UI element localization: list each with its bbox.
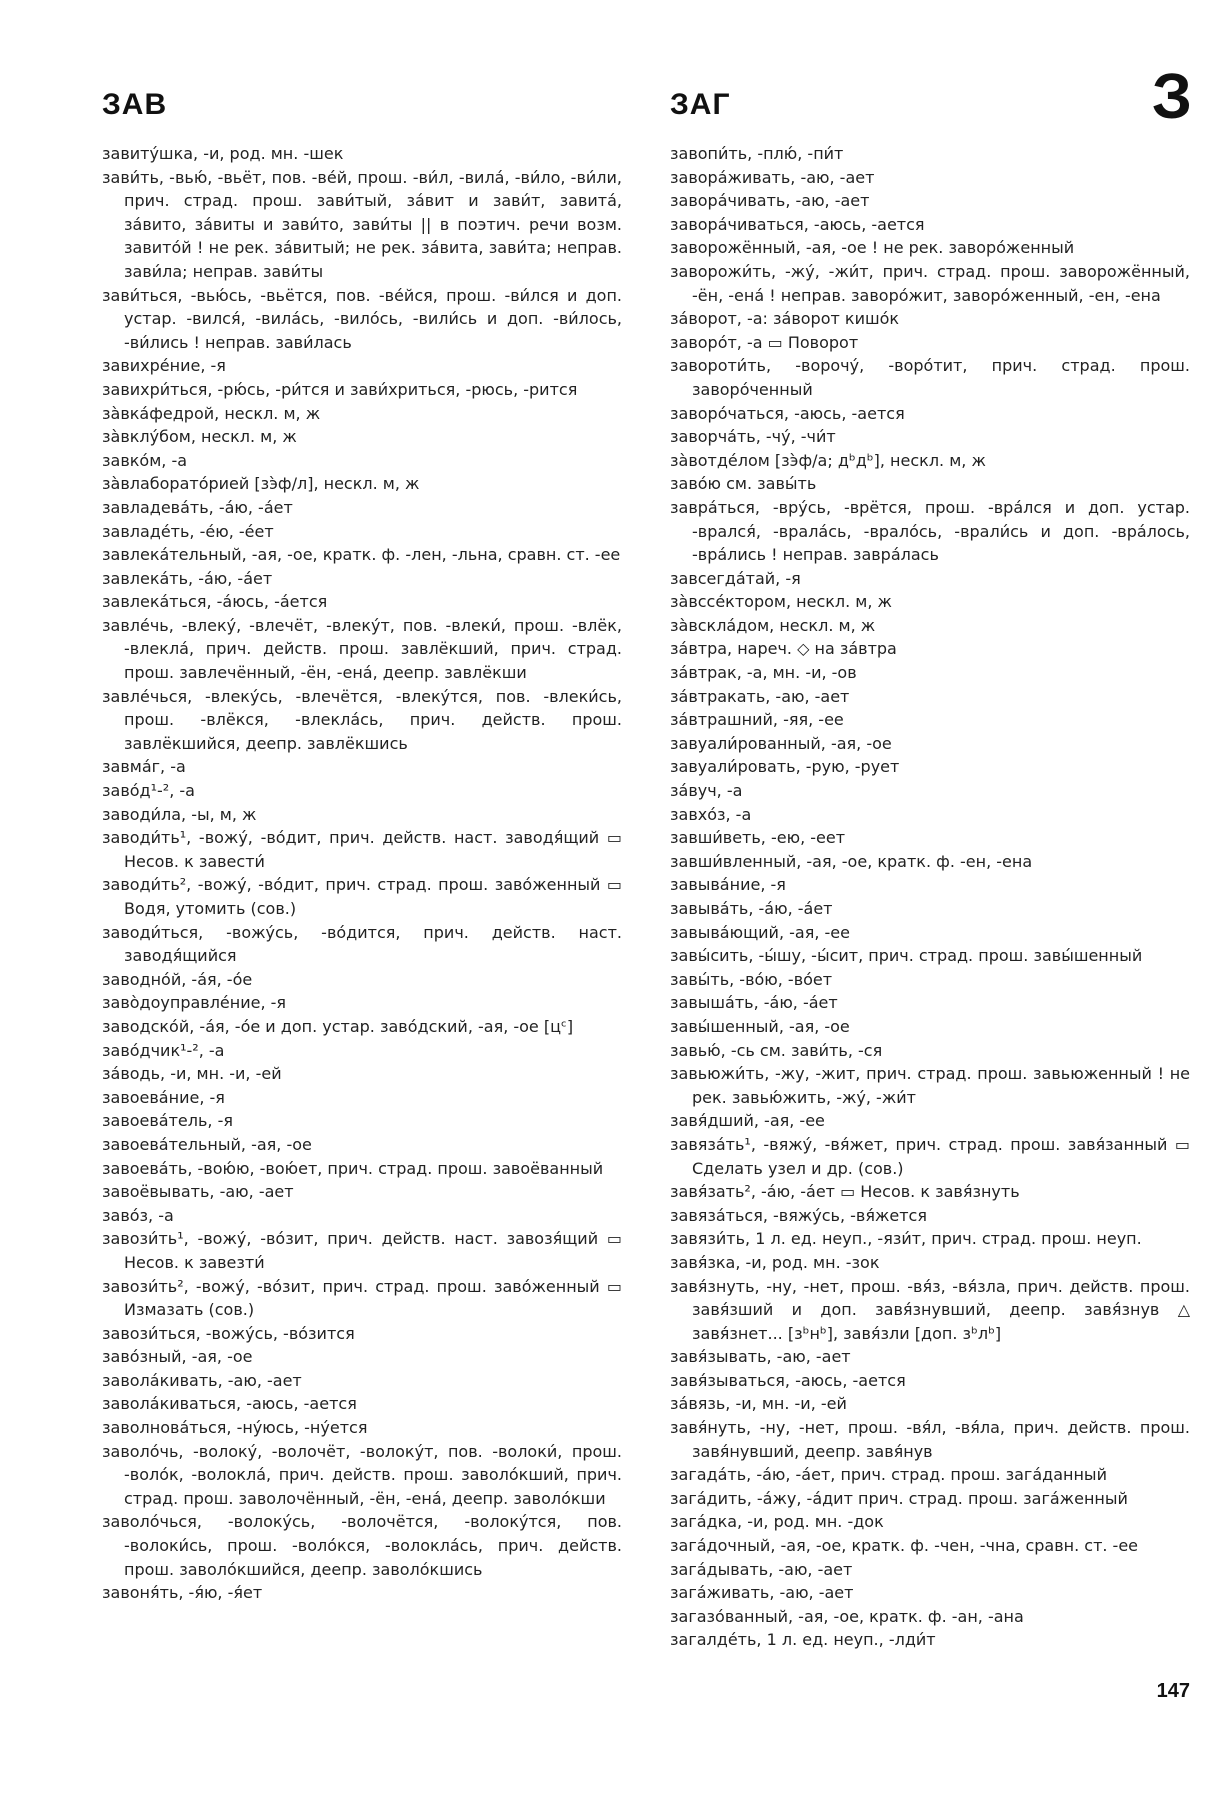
dictionary-entry: загалде́ть, 1 л. ед. неуп., -лди́т: [670, 1630, 936, 1650]
dictionary-entry: завя́зать², -а́ю, -а́ет ▭ Несов. к завя́знуть: [670, 1182, 1020, 1202]
dictionary-entry: за́втра, нареч. ◇ на за́втра: [670, 639, 897, 659]
dictionary-entry: завя́зываться, -аюсь, -ается: [670, 1370, 906, 1390]
dictionary-entry: завя́зка, -и, род. мн. -зок: [670, 1252, 880, 1272]
dictionary-entry: завола́кивать, -аю, -ает: [102, 1370, 302, 1390]
right-guide-word: ЗАГ: [670, 88, 731, 121]
dictionary-entry: завола́киваться, -аюсь, -ается: [102, 1394, 357, 1414]
dictionary-entry: завози́ться, -вожу́сь, -во́зится: [102, 1323, 355, 1343]
dictionary-entry: загазо́ванный, -ая, -ое, кратк. ф. -ан, -ана: [670, 1606, 1024, 1626]
dictionary-entry: зага́дочный, -ая, -ое, кратк. ф. -чен, -чна, сравн. ст. -ее: [670, 1536, 1139, 1556]
dictionary-entry: завя́нуть, -ну, -нет, прош. -вя́л, -вя́ла, прич. действ. прош. завя́нувший, деепр. завя́нув: [670, 1418, 1190, 1461]
dictionary-entry: за́вуч, -а: [670, 781, 743, 801]
dictionary-entry: завы́сить, -ы́шу, -ы́сит, прич. страд. прош. завы́шенный: [670, 946, 1143, 966]
dictionary-entry: за̀вскла́дом, нескл. м, ж: [670, 615, 876, 635]
dictionary-entry: заво̀доуправле́ние, -я: [102, 993, 287, 1013]
dictionary-entry: завози́ть², -вожу́, -во́зит, прич. страд. прош. заво́женный ▭ Измазать (сов.): [102, 1276, 622, 1320]
dictionary-entry: за́втрашний, -яя, -ее: [670, 710, 844, 730]
dictionary-entry: завихре́ние, -я: [102, 356, 226, 376]
dictionary-entry: завы́шенный, -ая, -ое: [670, 1016, 850, 1036]
dictionary-entry: завыва́ющий, -ая, -ее: [670, 922, 850, 942]
dictionary-entry: заволо́чь, -волоку́, -волочёт, -волоку́т, пов. -волоки́, прош. -воло́к, -волокла́, прич. действ. прош. заволо́кший, прич. страд. прош. заволочённый, -ён, -ена́, деепр. заволо́кши: [102, 1441, 622, 1508]
dictionary-entry: завоня́ть, -я́ю, -я́ет: [102, 1583, 263, 1603]
dictionary-entry: завора́чивать, -аю, -ает: [670, 191, 870, 211]
dictionary-entry: завма́г, -а: [102, 757, 186, 777]
dictionary-entry: заворо́чаться, -аюсь, -ается: [670, 403, 905, 423]
dictionary-entry: заво́зный, -ая, -ое: [102, 1347, 253, 1367]
dictionary-entry: завуали́рованный, -ая, -ое: [670, 733, 892, 753]
dictionary-entry: зага́дка, -и, род. мн. -док: [670, 1512, 884, 1532]
dictionary-entry: завора́живать, -аю, -ает: [670, 167, 875, 187]
dictionary-entry: завко́м, -а: [102, 450, 188, 470]
dictionary-entry: завоева́ть, -вою́ю, -вою́ет, прич. страд. прош. завоёванный: [102, 1158, 604, 1178]
right-column: [670, 142, 1190, 1652]
dictionary-entry: завора́чиваться, -аюсь, -ается: [670, 214, 925, 234]
dictionary-entry: за́втрак, -а, мн. -и, -ов: [670, 663, 857, 683]
dictionary-entry: заво́з, -а: [102, 1205, 174, 1225]
dictionary-entry: заворожённый, -ая, -ое ! не рек. заворо́женный: [670, 238, 1075, 258]
page-number: 147: [1156, 1680, 1190, 1702]
section-letter: З: [1151, 60, 1192, 132]
dictionary-entry: заворoти́ть, -ворочу́, -воро́тит, прич. страд. прош. заворо́ченный: [670, 356, 1190, 399]
dictionary-entry: за̀вссе́ктором, нескл. м, ж: [670, 592, 892, 612]
dictionary-entry: за̀влаборато́рией [зэ̀ф/л], нескл. м, ж: [102, 474, 420, 494]
dictionary-entry: зага́живать, -аю, -ает: [670, 1583, 854, 1603]
dictionary-entry: завоева́ние, -я: [102, 1087, 225, 1107]
dictionary-entry: за̀вклу́бом, нескл. м, ж: [102, 427, 297, 447]
dictionary-entry: за́ворот, -а: за́ворот кишо́к: [670, 309, 900, 329]
dictionary-entry: загада́ть, -а́ю, -а́ет, прич. страд. прош. зага́данный: [670, 1465, 1107, 1485]
dictionary-entry: завязи́ть, 1 л. ед. неуп., -язи́т, прич. страд. прош. неуп.: [670, 1229, 1142, 1249]
dictionary-entry: заворожи́ть, -жу́, -жи́т, прич. страд. прош. заворожённый, -ён, -ена́ ! неправ. заворо́жит, заворо́женный, -ен, -ена: [670, 261, 1190, 305]
dictionary-entry: завиту́шка, -и, род. мн. -шек: [102, 144, 344, 163]
dictionary-entry: завоева́тель, -я: [102, 1111, 233, 1131]
dictionary-entry: за̀вка́федрой, нескл. м, ж: [102, 403, 321, 423]
dictionary-entry: завладе́ть, -е́ю, -е́ет: [102, 521, 274, 541]
dictionary-entry: заво́ю см. завы́ть: [670, 474, 817, 494]
dictionary-entry: завяза́ть¹, -вяжу́, -вя́жет, прич. страд. прош. завя́занный ▭ Сделать узел и др. (сов.): [670, 1134, 1190, 1178]
dictionary-entry: завы́ть, -во́ю, -во́ет: [670, 969, 833, 989]
dictionary-entry: заводи́ла, -ы, м, ж: [102, 804, 257, 824]
dictionary-entry: завыва́ть, -а́ю, -а́ет: [670, 899, 833, 918]
dictionary-entry: завлека́ть, -а́ю, -а́ет: [102, 568, 273, 588]
dictionary-entry: заволо́чься, -волоку́сь, -волочётся, -волоку́тся, пов. -волоки́сь, прош. -воло́кся, -волокла́сь, прич. действ. прош. заволо́кшийся, деепр. заволо́кшись: [102, 1512, 622, 1579]
dictionary-entry: завью́, -сь см. зави́ть, -ся: [670, 1040, 883, 1060]
dictionary-entry: за́вязь, -и, мн. -и, -ей: [670, 1394, 847, 1414]
dictionary-entry: заво́д¹‑², -а: [102, 781, 195, 801]
dictionary-entry: завхо́з, -а: [670, 804, 752, 824]
dictionary-entry: завя́зывать, -аю, -ает: [670, 1347, 851, 1367]
dictionary-entry: заводи́ть², -вожу́, -во́дит, прич. страд. прош. заво́женный ▭ Водя, утомить (сов.): [102, 875, 622, 918]
dictionary-entry: завлека́тельный, -ая, -ое, кратк. ф. -лен, -льна, сравн. ст. -ее: [102, 545, 621, 565]
dictionary-entry: завуали́ровать, -рую, -рует: [670, 757, 900, 777]
dictionary-entry: завя́знуть, -ну, -нет, прош. -вя́з, -вя́зла, прич. действ. прош. завя́зший и доп. завя́знувший, деепр. завя́знув △ завя́знет... [зᵇнᵇ], завя́зли [доп. зᵇлᵇ]: [670, 1276, 1190, 1343]
dictionary-entry: завоева́тельный, -ая, -ое: [102, 1134, 312, 1154]
dictionary-entry: завози́ть¹, -вожу́, -во́зит, прич. действ. наст. завозя́щий ▭ Несов. к завезти́: [102, 1229, 622, 1272]
dictionary-entry: завя́дший, -ая, -ее: [670, 1111, 825, 1131]
dictionary-entry: завлека́ться, -а́юсь, -а́ется: [102, 592, 328, 612]
dictionary-entry: завоёвывать, -аю, -ает: [102, 1182, 294, 1202]
left-column: [102, 142, 622, 1605]
left-guide-word: ЗАВ: [102, 88, 168, 121]
dictionary-entry: за̀вотде́лом [зэ̀ф/а; дᵇдᵇ], нескл. м, ж: [670, 450, 986, 470]
dictionary-entry: завихри́ться, -рю́сь, -ри́тся и зави́хриться, -рюсь, -рится: [102, 379, 578, 399]
dictionary-entry: завыва́ние, -я: [670, 875, 786, 895]
dictionary-entry: завсегда́тай, -я: [670, 568, 801, 588]
dictionary-entry: завьюжи́ть, -жу, -жит, прич. страд. прош. завьюженный ! не рек. завью́жить, -жу́, -жи́т: [670, 1064, 1190, 1107]
dictionary-entry: зага́дить, -а́жу, -а́дит прич. страд. прош. зага́женный: [670, 1488, 1128, 1508]
dictionary-entry: заволнова́ться, -ну́юсь, -ну́ется: [102, 1418, 368, 1438]
dictionary-entry: заворо́т, -а ▭ Поворот: [670, 332, 859, 352]
dictionary-entry: заворча́ть, -чу́, -чи́т: [670, 427, 836, 447]
dictionary-entry: завле́чься, -влеку́сь, -влечётся, -влеку́тся, пов. -влеки́сь, прош. -влёкся, -влекла́сь, прич. действ. прош. завлёкшийся, деепр. завлёкшись: [102, 686, 622, 753]
dictionary-entry: завяза́ться, -вяжу́сь, -вя́жется: [670, 1205, 927, 1225]
dictionary-entry: завши́вленный, -ая, -ое, кратк. ф. -ен, -ена: [670, 851, 1033, 871]
dictionary-entry: завопи́ть, -плю́, -пи́т: [670, 144, 844, 163]
dictionary-entry: зага́дывать, -аю, -ает: [670, 1559, 853, 1579]
dictionary-entry: за́втракать, -аю, -ает: [670, 686, 850, 706]
dictionary-entry: завыша́ть, -а́ю, -а́ет: [670, 993, 838, 1013]
dictionary-entry: завра́ться, -вру́сь, -врётся, прош. -вра́лся и доп. устар. -врался́, -врала́сь, -врало́сь, -врали́сь и доп. -вра́лось, -вра́лись ! неправ. завра́лась: [670, 497, 1190, 565]
dictionary-entry: заводи́ть¹, -вожу́, -во́дит, прич. действ. наст. заводя́щий ▭ Несов. к завести́: [102, 828, 622, 871]
dictionary-entry: завле́чь, -влеку́, -влечёт, -влеку́т, пов. -влеки́, прош. -влёк, -влекла́, прич. действ. прош. завлёкший, прич. страд. прош. завлечённый, -ён, -ена́, деепр. завлёкши: [102, 615, 622, 683]
dictionary-entry: за́водь, -и, мн. -и, -ей: [102, 1064, 282, 1084]
dictionary-entry: заводи́ться, -вожу́сь, -во́дится, прич. действ. наст. заводя́щийся: [102, 922, 622, 966]
dictionary-entry: заводско́й, -а́я, -о́е и доп. устар. заво́дский, -ая, -ое [цᶜ]: [102, 1016, 574, 1036]
dictionary-entry: завши́веть, -ею, -еет: [670, 828, 846, 848]
dictionary-entry: заводно́й, -а́я, -о́е: [102, 969, 253, 989]
dictionary-entry: зави́ться, -вью́сь, -вьётся, пов. -ве́йся, прош. -ви́лся и доп. устар. -вился́, -вила́сь, -вило́сь, -вили́сь и доп. -ви́лось, -ви́лись ! неправ. зави́лась: [102, 285, 622, 352]
dictionary-entry: завладева́ть, -а́ю, -а́ет: [102, 497, 293, 517]
dictionary-entry: заво́дчик¹‑², -а: [102, 1040, 225, 1060]
dictionary-entry: зави́ть, -вью́, -вьёт, пов. -ве́й, прош. -ви́л, -вила́, -ви́ло, -ви́ли, прич. страд. прош. зави́тый, за́вит и зави́т, завита́, за́вито, за́виты и зави́то, зави́ты || в поэтич. речи возм. завито́й ! не рек. за́витый; не рек. за́вита, зави́та; неправ. зави́ла; неправ. зави́ты: [102, 167, 622, 281]
